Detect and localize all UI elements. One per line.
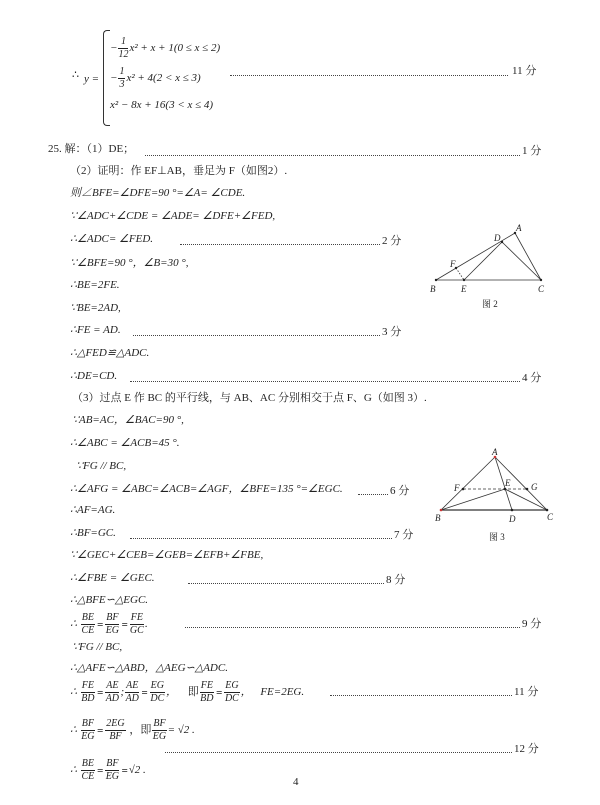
leader-dots <box>230 75 508 76</box>
score-7: 7 分 <box>394 529 414 541</box>
proof-line: ∵FG // BC, <box>76 460 127 472</box>
label-D: D <box>509 514 516 524</box>
piecewise-case-3: x² − 8x + 16(3 < x ≤ 4) <box>110 99 214 111</box>
proof-line: ∴△FED≌△ADC. <box>70 347 150 359</box>
ratio-line-1: ∴ $\frac{BE}{CE}$ = $\frac{BF}{EG}$ = $\frac{FE}{GC}$ . <box>70 612 148 636</box>
segment-FE <box>456 268 464 280</box>
part2-intro: （2）证明：作 EF⊥AB，垂足为 F（如图2）. <box>70 165 288 177</box>
leader-dots <box>185 627 520 628</box>
score-6: 6 分 <box>390 485 410 497</box>
leader-dots <box>145 155 520 156</box>
proof-line: ∵∠BFE=90 °，∠B=30 °, <box>70 257 189 269</box>
label-D: D <box>494 233 501 243</box>
proof-line: ∴DE=CD. <box>70 370 118 382</box>
score-4: 4 分 <box>522 372 542 384</box>
score-3: 3 分 <box>382 326 402 338</box>
proof-line: 则∠BFE=∠DFE=90 °=∠A= ∠CDE. <box>70 187 246 199</box>
label-C: C <box>547 512 554 522</box>
label-B: B <box>435 513 441 523</box>
leader-dots <box>180 244 380 245</box>
label-B: B <box>430 284 436 294</box>
label-E: E <box>505 478 511 488</box>
piecewise-lhs: y = <box>84 73 100 85</box>
piecewise-case-2: − $\frac{1}{3}$ x² + 4(2 < x ≤ 3) <box>110 66 201 90</box>
score-11-piecewise: 11 分 <box>512 65 537 77</box>
segment-BA <box>436 233 515 280</box>
proof-line: ∴△AFE∽△ABD，△AEG∽△ADC. <box>70 662 228 674</box>
ratio-line-2: ∴ $\frac{FE}{BD}$ = $\frac{AE}{AD}$ ; $\frac{AE}{AD}$ = $\frac{EG}{DC}$ ， 即 $\frac{FE}{BD}$ = $\frac{EG}{DC}$ ， FE=2EG. <box>70 680 305 704</box>
proof-line: ∴∠FBE = ∠GEC. <box>70 572 155 584</box>
score-8: 8 分 <box>386 574 406 586</box>
score-11: 11 分 <box>514 686 539 698</box>
figure-3 <box>425 440 575 530</box>
score-9: 9 分 <box>522 618 542 630</box>
leader-dots <box>133 335 380 336</box>
score-2: 2 分 <box>382 235 402 247</box>
leader-dots <box>130 381 520 382</box>
page-number: 4 <box>293 776 299 788</box>
label-F: F <box>450 259 456 269</box>
segment-BE <box>441 489 505 510</box>
score-12: 12 分 <box>514 743 539 755</box>
segment-AC <box>495 457 547 510</box>
leader-dots <box>330 695 512 696</box>
figure-2-caption: 图 2 <box>482 299 498 309</box>
label-A: A <box>516 223 522 233</box>
piecewise-brace <box>103 30 110 126</box>
proof-line: ∴AF=AG. <box>70 504 116 516</box>
proof-line: ∴∠ABC = ∠ACB=45 °. <box>70 437 180 449</box>
score-1: 1 分 <box>522 145 542 157</box>
segment-AC <box>515 233 541 280</box>
ratio-line-4: ∴ $\frac{BE}{CE}$ = $\frac{BF}{EG}$ =√2 . <box>70 758 146 782</box>
proof-line: ∴FE = AD. <box>70 324 121 336</box>
proof-line: ∴∠ADC= ∠FED. <box>70 233 154 245</box>
proof-line: ∵∠ADC+∠CDE = ∠ADE= ∠DFE+∠FED, <box>70 210 276 222</box>
label-A: A <box>492 447 498 457</box>
q25-header: 25. 解：（1）DE； <box>48 143 135 155</box>
proof-line: ∴△BFE∽△EGC. <box>70 594 149 606</box>
leader-dots <box>358 494 388 495</box>
proof-line: ∴BF=GC. <box>70 527 116 539</box>
figure-3-caption: 图 3 <box>489 532 505 542</box>
segment-DC <box>502 242 541 280</box>
segment-DE <box>464 242 502 280</box>
proof-line: ∵BE=2AD, <box>70 302 121 314</box>
piecewise-case-1: − $\frac{1}{12}$ x² + x + 1(0 ≤ x ≤ 2) <box>110 36 221 60</box>
leader-dots <box>165 752 512 753</box>
label-E: E <box>461 284 467 294</box>
ratio-line-3: ∴ $\frac{BF}{EG}$ = $\frac{2EG}{BF}$ ，即 $\frac{BF}{EG}$ = √2 . <box>70 718 195 742</box>
label-G: G <box>531 482 538 492</box>
therefore-symbol: ∴ <box>72 69 79 81</box>
part3-intro: （3）过点 E 作 BC 的平行线，与 AB、AC 分别相交于点 F、G（如图 3）. <box>72 392 427 404</box>
label-C: C <box>538 284 545 294</box>
leader-dots <box>188 583 384 584</box>
proof-line: ∴BE=2FE. <box>70 279 120 291</box>
proof-line: ∵∠GEC+∠CEB=∠GEB=∠EFB+∠FBE, <box>70 549 264 561</box>
proof-line: ∵FG // BC, <box>72 641 123 653</box>
leader-dots <box>130 538 392 539</box>
label-F: F <box>454 483 460 493</box>
proof-line: ∵AB=AC，∠BAC=90 °, <box>72 414 184 426</box>
segment-BA <box>441 457 495 510</box>
proof-line: ∴∠AFG = ∠ABC=∠ACB=∠AGF，∠BFE=135 °=∠EGC. <box>70 483 343 495</box>
